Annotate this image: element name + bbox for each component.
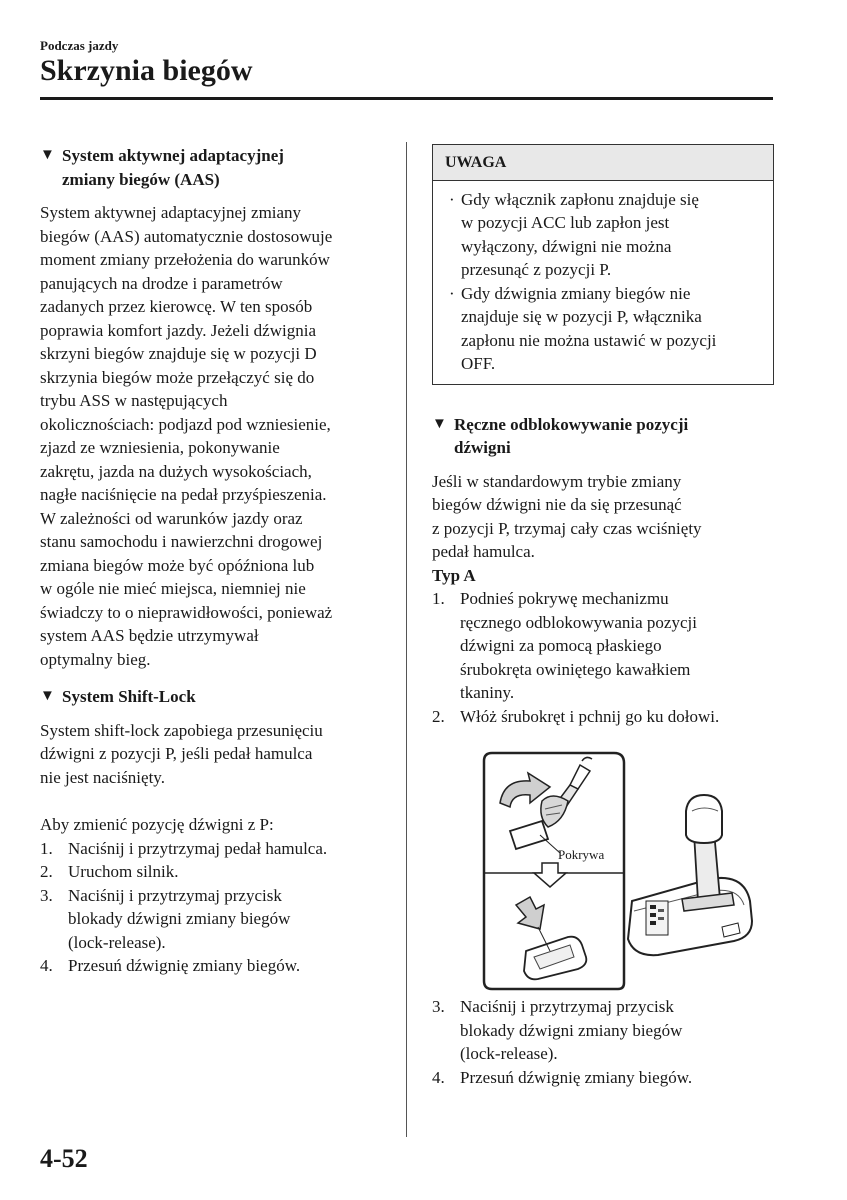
warning-item: [447, 282, 763, 376]
step-item: [40, 860, 385, 884]
step-text-line: Przesuń dźwignię zmiany biegów.: [68, 956, 301, 975]
section-label: Podczas jazdy: [40, 38, 119, 53]
page-title: Skrzynia biegów: [40, 54, 253, 87]
step-text-line: śrubokręta owiniętego kawałkiem: [460, 659, 691, 679]
step-item: [432, 1066, 774, 1090]
text-line: poprawia komfort jazdy. Jeżeli dźwignia: [40, 320, 316, 340]
page-number: 4-52: [40, 1144, 88, 1173]
step-text-line: blokady dźwigni zmiany biegów: [460, 1020, 683, 1040]
step-item: [432, 587, 774, 705]
gear-shifter-icon: [628, 795, 752, 955]
text-line: znajduje się w pozycji P, włącznika: [461, 307, 702, 326]
step-item: [40, 837, 385, 861]
warning-item: [447, 188, 763, 282]
cover-label: Pokrywa: [558, 847, 605, 862]
step-number: 1.: [40, 838, 53, 858]
spacer: [40, 191, 385, 201]
warning-title: UWAGA: [433, 145, 773, 181]
text-line: dźwigni z pozycji P, jeśli pedał hamulca: [40, 744, 313, 763]
text-line: wyłączony, dźwigni nie można: [461, 236, 672, 256]
warning-list: [447, 188, 763, 376]
text-line: panujących na drodze i parametrów: [40, 273, 283, 293]
text-line: w pozycji ACC lub zapłon jest: [461, 213, 670, 232]
text-line: optymalny bieg.: [40, 649, 151, 669]
text-line: zmiana biegów może być opóźniona lub: [40, 555, 315, 575]
text-line: skrzynia biegów może przełączyć się do: [40, 367, 315, 387]
triangle-bullet-icon: ▼: [40, 688, 55, 704]
text-line: okolicznościach: podjazd pod wzniesienie,: [40, 414, 331, 434]
step-text-line: (lock-release).: [68, 932, 166, 952]
step-number: 2.: [432, 706, 445, 726]
text-line: OFF.: [461, 354, 496, 373]
spacer: [40, 789, 385, 813]
step-number: 4.: [432, 1067, 445, 1087]
step-number: 1.: [432, 589, 445, 608]
step-text-line: Przesuń dźwignię zmiany biegów.: [460, 1067, 693, 1087]
text-line: Gdy dźwignia zmiany biegów nie: [461, 283, 691, 303]
bullet-dot-icon: ·: [449, 283, 455, 303]
step-text-line: tkaniny.: [460, 683, 515, 702]
text-line: nie jest naciśnięty.: [40, 767, 165, 787]
type-label: Typ A: [432, 565, 476, 585]
text-line: z pozycji P, trzymaj cały czas wciśnięty: [432, 518, 702, 538]
shift-lock-body: [40, 719, 385, 790]
step-text-line: Naciśnij i przytrzymaj pedał hamulca.: [68, 838, 328, 858]
step-text-line: dźwigni za pomocą płaskiego: [460, 636, 662, 655]
step-text-line: Podnieś pokrywę mechanizmu: [460, 589, 669, 608]
warning-item-text: [461, 188, 763, 282]
text-line: biegów dźwigni nie da się przesunąć: [432, 495, 682, 514]
bullet-dot-icon: ·: [449, 189, 455, 209]
shift-lock-intro: Aby zmienić pozycję dźwigni z P:: [40, 815, 274, 834]
aas-heading-line: System aktywnej adaptacyjnej: [62, 146, 284, 165]
text-line: pedał hamulca.: [432, 542, 535, 561]
text-line: stanu samochodu i nawierzchni drogowej: [40, 532, 323, 551]
step-item: [40, 954, 385, 978]
step-text-line: Naciśnij i przytrzymaj przycisk: [460, 997, 674, 1016]
step-number: 4.: [40, 956, 53, 975]
manual-release-heading-line: dźwigni: [454, 438, 511, 457]
step-text-line: Naciśnij i przytrzymaj przycisk: [68, 885, 282, 905]
step-text-line: (lock-release).: [460, 1044, 558, 1063]
text-line: System shift-lock zapobiega przesunięciu: [40, 720, 323, 740]
step-number: 3.: [40, 885, 53, 905]
step-item: [432, 995, 774, 1066]
step-item: [40, 884, 385, 955]
warning-body: [433, 181, 773, 384]
step-text-line: blokady dźwigni zmiany biegów: [68, 909, 291, 928]
text-line: skrzyni biegów znajduje się w pozycji D: [40, 344, 317, 363]
text-line: moment zmiany przełożenia do warunków: [40, 250, 330, 269]
spacer: [40, 671, 385, 685]
title-rule: [40, 97, 773, 100]
left-column: [40, 144, 385, 978]
text-line: trybu ASS w następujących: [40, 391, 228, 410]
spacer: [432, 460, 774, 470]
triangle-bullet-icon: ▼: [40, 147, 55, 163]
aas-body: [40, 201, 385, 671]
text-line: Gdy włącznik zapłonu znajduje się: [461, 189, 699, 209]
shift-lock-heading: [40, 685, 385, 709]
step-number: 2.: [40, 862, 53, 881]
step-text-line: Włóż śrubokręt i pchnij go ku dołowi.: [460, 706, 720, 726]
text-line: świadczy to o nieprawidłowości, ponieważ: [40, 602, 333, 622]
aas-heading: [40, 144, 385, 191]
warning-box: [432, 144, 774, 385]
text-line: zapłonu nie można ustawić w pozycji: [461, 330, 717, 350]
text-line: System aktywnej adaptacyjnej zmiany: [40, 203, 302, 222]
text-line: Jeśli w standardowym trybie zmiany: [432, 471, 682, 491]
text-line: przesunąć z pozycji P.: [461, 260, 612, 279]
manual-release-body: [432, 470, 774, 564]
shift-lock-heading-text: System Shift-Lock: [62, 687, 196, 706]
text-line: zakrętu, jazda na dużych wysokościach,: [40, 461, 312, 481]
column-divider: [406, 142, 407, 1137]
text-line: nagłe naciśnięcie na pedał przyśpieszenia.: [40, 485, 327, 504]
text-line: W zależności od warunków jazdy oraz: [40, 508, 303, 528]
warning-item-text: [461, 282, 763, 376]
step-item: [432, 705, 774, 729]
text-line: system AAS będzie utrzymywał: [40, 626, 259, 645]
text-line: zjazd ze wzniesienia, pokonywanie: [40, 438, 280, 457]
step-text-line: ręcznego odblokowywania pozycji: [460, 612, 697, 632]
text-line: w ogóle nie mieć miejsca, niemniej nie: [40, 579, 306, 598]
manual-release-heading-line: Ręczne odblokowywanie pozycji: [454, 414, 689, 434]
step-number: 3.: [432, 997, 445, 1016]
aas-heading-line: zmiany biegów (AAS): [62, 169, 220, 189]
triangle-bullet-icon: ▼: [432, 415, 447, 432]
manual-release-steps-a: [432, 587, 774, 728]
text-line: biegów (AAS) automatycznie dostosowuje: [40, 226, 333, 246]
text-line: zadanych przez kierowcę. W ten sposób: [40, 297, 313, 316]
spacer: [40, 709, 385, 719]
shift-lock-steps: [40, 837, 385, 978]
manual-release-heading: [432, 413, 774, 460]
step-text-line: Uruchom silnik.: [68, 862, 179, 881]
manual-release-steps-b: [432, 995, 774, 1089]
shift-lock-release-illustration: [482, 751, 774, 991]
